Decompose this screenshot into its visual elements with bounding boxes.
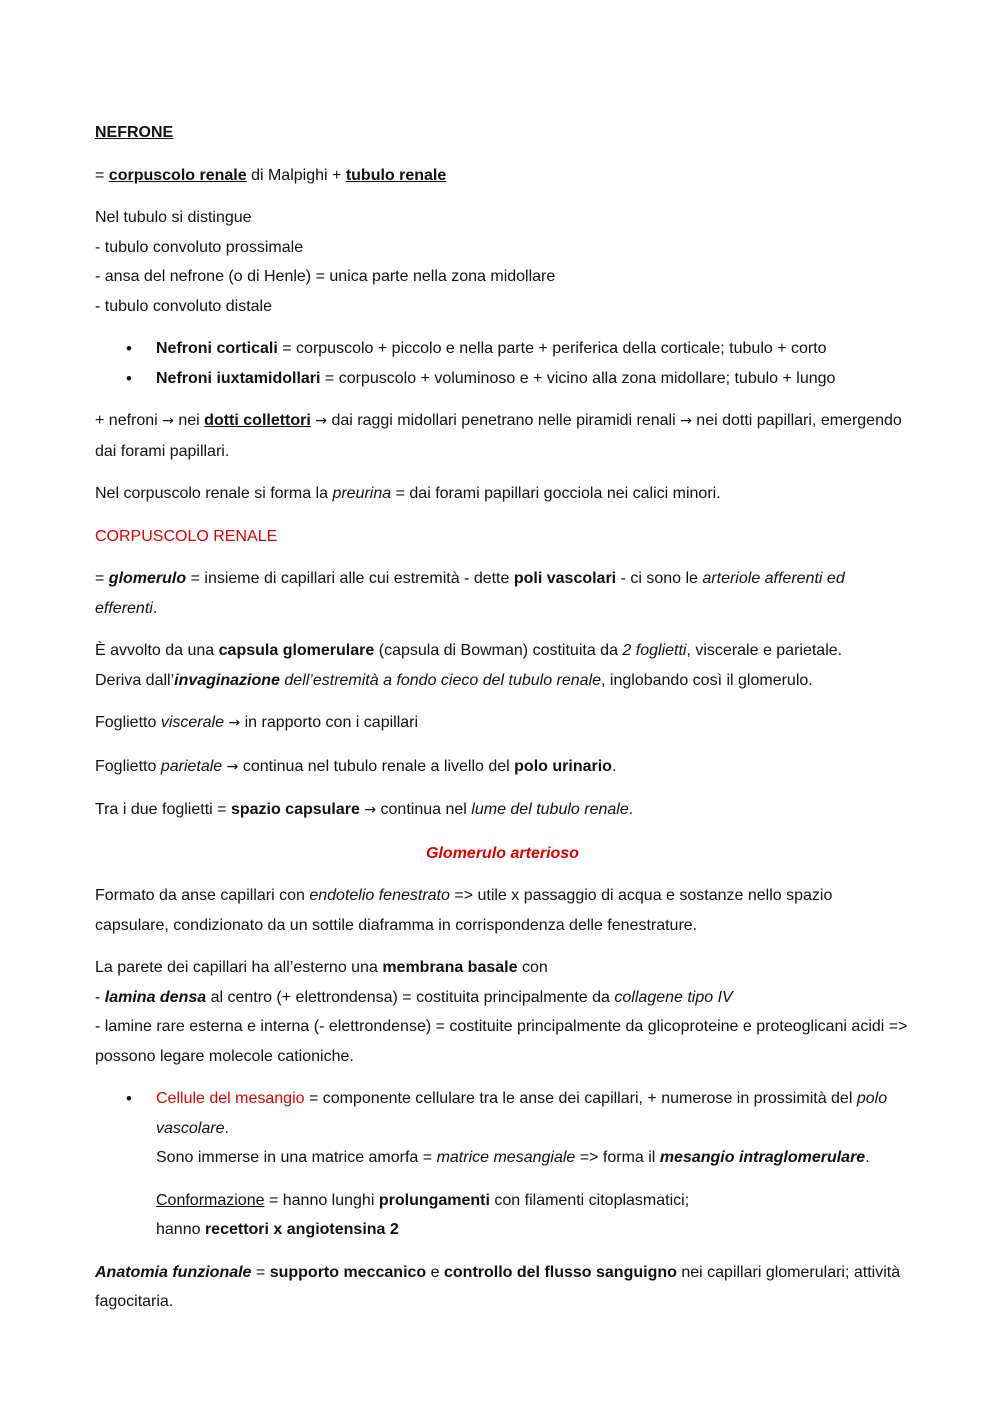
arrow-right-icon: → — [226, 758, 239, 775]
tubulo-renale-term: tubulo renale — [345, 166, 447, 184]
anatomia-paragraph: Anatomia funzionale = supporto meccanico e controllo del flusso sanguigno nei capillari glomerulari; attività fagocitaria. — [95, 1263, 901, 1310]
arrow-right-icon: → — [162, 413, 174, 429]
arrow-right-icon: → — [680, 413, 692, 429]
list-item: • Cellule del mesangio = componente cellulare tra le anse dei capillari, + numerose in prossimità del polo vascolare. Sono immerse in una matrice amorfa = matrice mesangiale => forma il mesangio intraglomerulare. — [156, 1084, 910, 1173]
arrow-right-icon: → — [315, 413, 328, 429]
glomerulo-definition: = glomerulo = insieme di capillari alle cui estremità - dette poli vascolari - ci sono le arteriole afferenti ed efferenti. — [95, 570, 845, 617]
glomerulo-heading: Glomerulo arterioso — [426, 844, 579, 862]
foglietto-viscerale: Foglietto viscerale → in rapporto con i capillari — [95, 714, 419, 731]
preurina-paragraph: Nel corpuscolo renale si forma la preurina = dai forami papillari gocciola nei calici minori. — [95, 485, 721, 502]
formato-paragraph: Formato da anse capillari con endotelio fenestrato => utile x passaggio di acqua e sostanze nello spazio capsulare, condizionato da un sottile diaframma in corrispondenza delle fenestrature. — [95, 887, 833, 934]
foglietto-parietale: Foglietto parietale → continua nel tubulo renale a livello del polo urinario. — [95, 757, 617, 775]
arrow-right-icon: → — [228, 715, 241, 731]
corpuscolo-heading: CORPUSCOLO RENALE — [95, 527, 278, 545]
mesangio-list — [95, 1084, 910, 1173]
arrow-right-icon: → — [364, 802, 377, 818]
capsula-paragraph: È avvolto da una capsula glomerulare (capsula di Bowman) costituita da 2 foglietti, viscerale e parietale. Deriva dall’invaginazione dell’estremità a fondo cieco del tubulo renale, inglobando così il glomerulo. — [95, 642, 843, 689]
corpuscolo-renale-term: corpuscolo renale — [108, 166, 247, 184]
list-item: • Nefroni corticali = corpuscolo + piccolo e nella parte + periferica della corticale; tubulo + corto — [156, 334, 910, 364]
tubulo-list: Nel tubulo si distingue - tubulo convoluto prossimale - ansa del nefrone (o di Henle) = unica parte nella zona midollare - tubulo convoluto distale — [95, 209, 556, 315]
nefroni-list — [95, 334, 910, 393]
parete-paragraph: La parete dei capillari ha all’esterno una membrana basale con - lamina densa al centro (+ elettrondensa) = costituita principalmente da collagene tipo IV - lamine rare esterna e interna (- elettrondense) = costituite principalmente da glicoproteine e proteoglicani acidi => possono legare molecole cationiche. — [95, 959, 908, 1065]
conformazione-paragraph: Conformazione = hanno lunghi prolungamenti con filamenti citoplasmatici; hanno recettori x angiotensina 2 — [156, 1191, 690, 1238]
spazio-capsulare: Tra i due foglietti = spazio capsulare → continua nel lume del tubulo renale. — [95, 801, 634, 818]
title: NEFRONE — [95, 124, 174, 141]
list-item: • Nefroni iuxtamidollari = corpuscolo + voluminoso e + vicino alla zona midollare; tubulo + lungo — [156, 364, 910, 394]
nefrone-definition: = corpuscolo renale di Malpighi + tubulo renale — [95, 166, 447, 184]
document-page — [95, 118, 910, 1330]
flow-paragraph: + nefroni → nei dotti collettori → dai raggi midollari penetrano nelle piramidi renali → nei dotti papillari, emergendo dai forami papillari. — [95, 412, 902, 460]
